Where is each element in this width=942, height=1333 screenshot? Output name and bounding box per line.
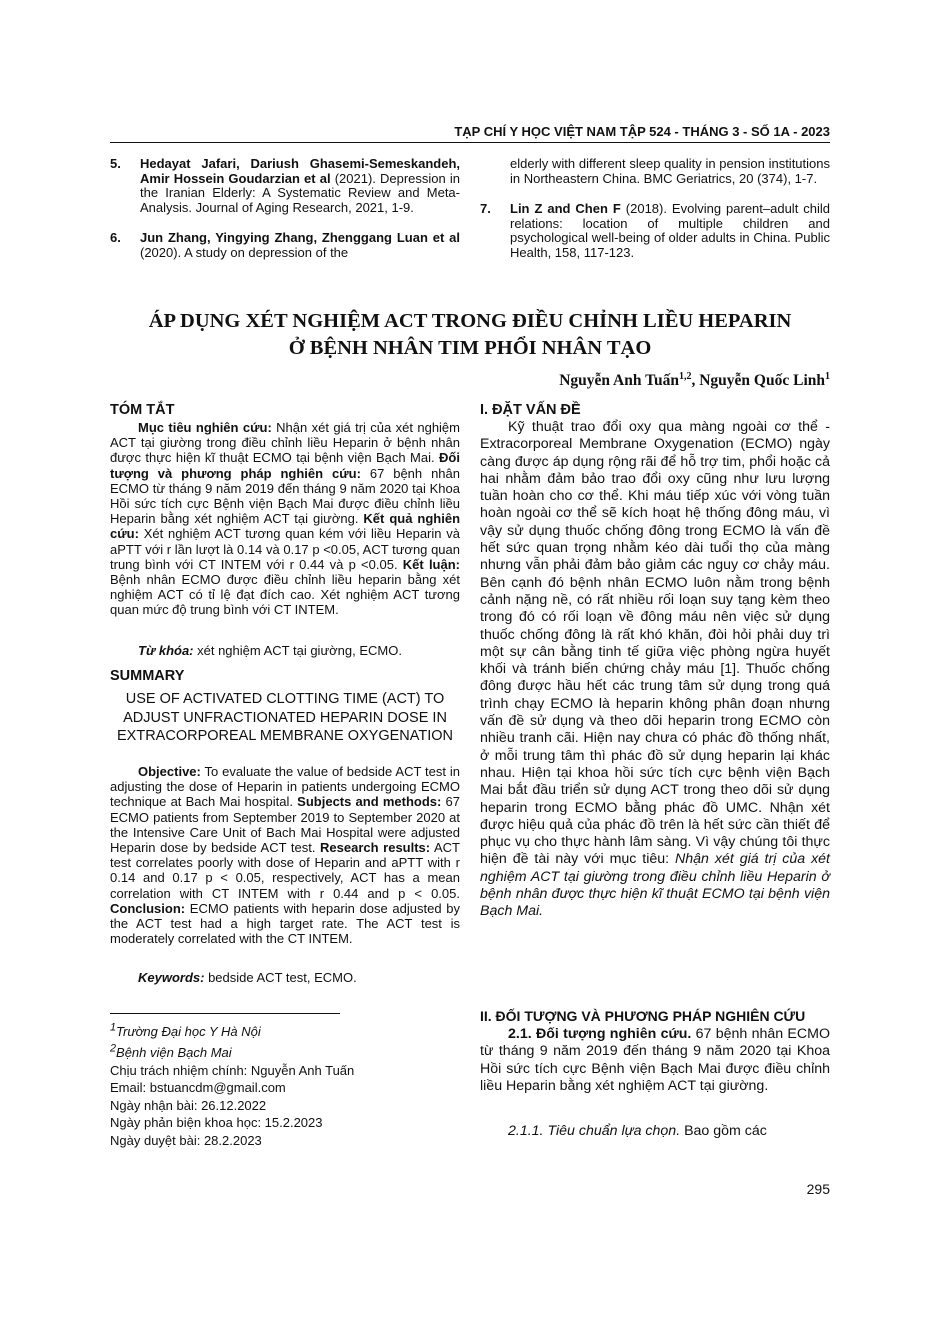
results-vi-text: Xét nghiệm ACT tương quan kém với liều Heparin và aPTT với r lần lượt là 0.14 và 0.17 p <0.05, ACT tương quan trung bình với CT INTEM với r 0.44 và p <0.05. xyxy=(110,526,460,572)
author-2-affiliation: 1 xyxy=(825,371,830,382)
corresponding-author: Chịu trách nhiệm chính: Nguyễn Anh Tuấn xyxy=(110,1062,355,1078)
abstract-vi-body xyxy=(110,420,460,618)
section-1-body xyxy=(480,419,830,921)
reference-6-continued xyxy=(480,157,830,201)
conclusion-vi-text: Bệnh nhân ECMO được điều chỉnh liều heparin bằng xét nghiệm ACT có tỉ lệ đạt đích cao. Xét nghiệm ACT tương quan mức độ trung bình với CT INTEM. xyxy=(110,572,460,618)
footnote-text: Trường Đại học Y Hà Nội xyxy=(116,1024,261,1040)
study-aim: Nhận xét giá trị của xét nghiệm ACT tại giường trong điều chỉnh liều Heparin ở bệnh nhân được thực hiện kĩ thuật ECMO tại bệnh viện Bạch Mai. xyxy=(480,851,830,920)
footnote-text: Bệnh viện Bạch Mai xyxy=(116,1045,232,1061)
abstract-vi-heading: TÓM TẮT xyxy=(110,402,175,418)
reference-text: elderly with different sleep quality in pension institutions in Northeastern China. BMC Geriatrics, 20 (374), 1-7. xyxy=(510,156,830,186)
email-line: Email: bstuancdm@gmail.com xyxy=(110,1080,286,1096)
summary-heading: SUMMARY xyxy=(110,668,185,684)
author-1-affiliation: 1,2 xyxy=(678,371,692,382)
accepted-date: Ngày duyệt bài: 28.2.2023 xyxy=(110,1132,262,1148)
objective-en-text: To evaluate the value of bedside ACT test in adjusting the dose of Heparin in patients undergoing ECMO technique at Bach Mai hospital. xyxy=(110,764,460,810)
reference-authors: Lin Z and Chen F xyxy=(510,201,621,216)
reference-number: 7. xyxy=(480,201,491,216)
reference-text: (2021). Depression in the Iranian Elderly: A Systematic Review and Meta-Analysis. Journal of Aging Research, 2021, 1-9. xyxy=(140,170,460,215)
received-date: Ngày nhận bài: 26.12.2022 xyxy=(110,1097,267,1113)
review-date: Ngày phản biện khoa học: 15.2.2023 xyxy=(110,1115,323,1131)
reference-number: 5. xyxy=(110,156,121,171)
reference-authors: Jun Zhang, Yingying Zhang, Zhenggang Luan et al xyxy=(140,230,460,245)
article-title xyxy=(110,308,830,362)
label-methods-vi: Đối tượng và phương pháp nghiên cứu: xyxy=(110,450,460,481)
objective-vi-text: Nhận xét giá trị của xét nghiệm ACT tại giường trong điều chỉnh liều Heparin ở bệnh nhân được thực hiện kĩ thuật ECMO tại bệnh viện Bạch Mai. xyxy=(110,420,460,466)
reference-authors: Hedayat Jafari, Dariush Ghasemi-Semeskandeh, Amir Hossein Goudarzian et al xyxy=(140,156,460,186)
conclusion-en-text: ECMO patients with heparin dose adjusted by the ACT test had a high target rate. The ACT test is moderately correlated with the CT INTEM. xyxy=(110,900,460,947)
title-line-1: ÁP DỤNG XÉT NGHIỆM ACT TRONG ĐIỀU CHỈNH LIỀU HEPARIN xyxy=(148,310,792,332)
summary-body xyxy=(110,764,460,946)
reference-6 xyxy=(110,231,460,261)
subsection-2-1-text: 67 bệnh nhân ECMO từ tháng 9 năm 2019 đến tháng 9 năm 2020 tại Khoa Hồi sức tích cực Bệnh viện Bạch Mai được điều chỉnh liều Heparin bằng xét nghiệm ACT tại giường. xyxy=(480,1026,830,1094)
reference-5 xyxy=(110,157,460,215)
section-2-heading: II. ĐỐI TƯỢNG VÀ PHƯƠNG PHÁP NGHIÊN CỨU xyxy=(480,1008,806,1024)
summary-title: USE OF ACTIVATED CLOTTING TIME (ACT) TO ADJUST UNFRACTIONATED HEPARIN DOSE IN EXTRACORPOREAL MEMBRANE OXYGENATION xyxy=(117,691,453,744)
keywords-vi-label: Từ khóa: xyxy=(138,643,194,658)
footnotes xyxy=(110,1020,354,1149)
page-number: 295 xyxy=(806,1181,830,1197)
footnote-marker: 2 xyxy=(110,1042,117,1055)
reference-7 xyxy=(480,202,830,260)
author-1: Nguyễn Anh Tuấn xyxy=(559,372,679,390)
section-2-1-1-body xyxy=(480,1123,830,1140)
author-2: Nguyễn Quốc Linh xyxy=(699,372,825,390)
section-2-1-body xyxy=(480,1026,830,1095)
author-separator: , xyxy=(691,372,700,390)
keywords-en-text: bedside ACT test, ECMO. xyxy=(204,970,357,985)
reference-text: (2020). A study on depression of the xyxy=(140,244,349,260)
author-line xyxy=(559,371,830,390)
subsection-2-1-1-label: 2.1.1. Tiêu chuẩn lựa chọn. xyxy=(508,1123,681,1139)
reference-number: 6. xyxy=(110,230,121,245)
footnote-affiliation-1 xyxy=(110,1020,354,1041)
keywords-en xyxy=(110,970,460,985)
label-objective-en: Objective: xyxy=(138,764,201,779)
keywords-vi xyxy=(110,643,460,658)
label-methods-en: Subjects and methods: xyxy=(297,794,442,810)
label-objective-vi: Mục tiêu nghiên cứu: xyxy=(138,420,272,435)
footnote-marker: 1 xyxy=(110,1022,117,1034)
title-line-2: Ở BỆNH NHÂN TIM PHỔI NHÂN TẠO xyxy=(288,337,652,359)
label-results-vi: Kết quả nghiên cứu: xyxy=(110,511,461,542)
subsection-2-1-label: 2.1. Đối tượng nghiên cứu. xyxy=(508,1026,692,1042)
methods-en-text: 67 ECMO patients from September 2019 to September 2020 at the Intensive Care Unit of Bach Mai Hospital were adjusted Heparin dose by bedside ACT test. xyxy=(110,794,460,856)
journal-header: TẠP CHÍ Y HỌC VIỆT NAM TẬP 524 - THÁNG 3 - SỐ 1A - 2023 xyxy=(454,124,830,139)
footnote-rule xyxy=(110,1013,340,1014)
label-conclusion-vi: Kết luận: xyxy=(402,556,460,572)
label-results-en: Research results: xyxy=(320,840,431,856)
label-conclusion-en: Conclusion: xyxy=(110,900,186,916)
section-1-heading: I. ĐẶT VẤN ĐỀ xyxy=(480,402,581,418)
results-en-text: ACT test correlates poorly with dose of Heparin and aPTT with r 0.14 and 0.17 p < 0.05, respectively, ACT has a mean correlation with CT INTEM with r 0.44 and p < 0.05. xyxy=(110,840,460,901)
header-rule xyxy=(110,142,830,143)
keywords-vi-text: xét nghiệm ACT tại giường, ECMO. xyxy=(193,643,402,658)
section-1-text: Kỹ thuật trao đổi oxy qua màng ngoài cơ thể - Extracorporeal Membrane Oxygenation (ECMO) ngày càng được áp dụng rộng rãi để hỗ trợ tim, phổi hoặc cả hai nhằm đảm bảo trao đổi oxy cũng như lưu lượng tuần hoàn cho cơ thể. Khi máu tiếp xúc với vòng tuần hoàn ngoài cơ thể sẽ kích hoạt hệ thống đông máu, vì vậy sử dụng thuốc chống đông trong ECMO là vấn đề hết sức quan trọng nhằm kéo dài tuổi thọ của màng nhưng vẫn phải đảm bảo giảm các nguy cơ chảy máu. Bên cạnh đó bệnh nhân ECMO luôn nằm trong bệnh cảnh nặng nề, có rất nhiều rối loạn suy tạng kèm theo trong đó có rối loạn về đông máu nên việc sử dụng thuốc chống đông là rất khó khăn, đòi hỏi phải duy trì một sự cân bằng tinh tế giữa việc phòng ngừa huyết khối và tránh biến chứng chảy máu [1]. Thuốc chống đông được hầu hết các trung tâm sử dụng trong quá trình chạy ECMO là heparin không phân đoạn nhưng vấn đề sử dụng và theo dõi heparin trong ECMO còn nhiều tranh cãi. Hiện nay chưa có phác đồ thống nhất, ở mỗi trung tâm thì phác đồ sử dụng heparin lại khác nhau. Hiện tại khoa hồi sức tích cực bệnh viện Bạch Mai bắt đầu triển sử dụng ACT trong theo dõi sử dụng heparin trong ECMO bằng phác đồ UMC. Nhận xét được hiệu quả của phác đồ trên là hết sức cần thiết để phục vụ cho thực hành lâm sàng. Vì vậy chúng tôi thực hiện đề tài này với mục tiêu: xyxy=(480,419,830,868)
subsection-2-1-1-text: Bao gồm các xyxy=(680,1123,767,1139)
keywords-en-label: Keywords: xyxy=(138,970,205,985)
methods-vi-text: 67 bệnh nhân ECMO từ tháng 9 năm 2019 đến tháng 9 năm 2020 tại Khoa Hồi sức tích cực Bệnh viện Bạch Mai được điều chỉnh liều Heparin bằng xét nghiệm ACT tại giường. xyxy=(110,465,460,527)
reference-text: (2018). Evolving parent–adult child relations: location of multiple children and psychological well-being of older adults in China. Public Health, 158, 117-123. xyxy=(510,201,831,260)
footnote-affiliation-2 xyxy=(110,1041,354,1062)
